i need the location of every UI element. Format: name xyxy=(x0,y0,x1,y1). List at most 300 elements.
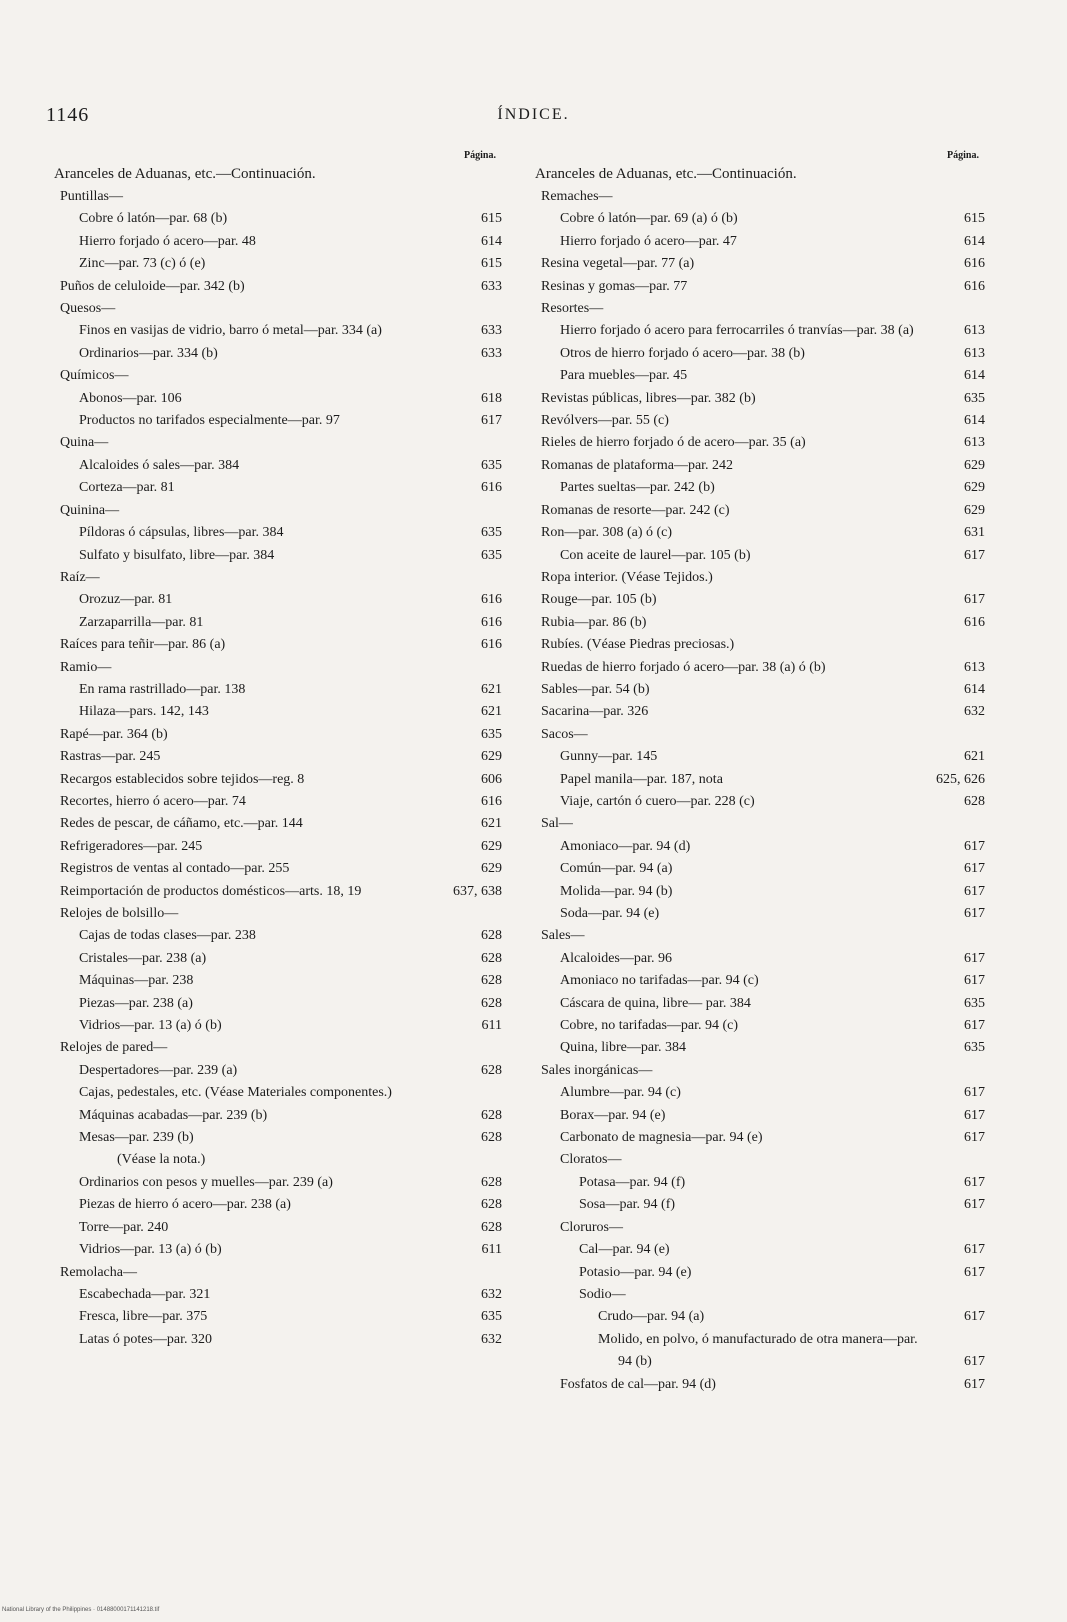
entry-page-number: 621 xyxy=(980,746,985,768)
index-entry xyxy=(54,298,502,320)
index-entry xyxy=(54,612,502,634)
entry-page-number: 615 xyxy=(497,253,502,275)
entry-term: Ruedas de hierro forjado ó acero—par. 38 (a) ó (b) xyxy=(541,659,826,675)
entry-page-number: 629 xyxy=(497,746,502,768)
entry-page-number: 629 xyxy=(980,477,985,499)
entry-term: Con aceite de laurel—par. 105 (b) xyxy=(560,547,751,563)
index-entry xyxy=(54,1037,502,1059)
entry-term: Soda—par. 94 (e) xyxy=(560,906,660,921)
index-entry xyxy=(54,1306,502,1328)
index-entry xyxy=(54,657,502,679)
entry-term: Común—par. 94 (a) xyxy=(560,861,673,877)
entry-term: Vidrios—par. 13 (a) ó (b) xyxy=(79,1018,222,1034)
entry-term: Remaches— xyxy=(541,189,613,204)
index-entry xyxy=(54,500,502,522)
entry-term: Rastras—par. 245 xyxy=(60,749,161,765)
entry-page-number: 629 xyxy=(980,500,985,522)
index-entry xyxy=(535,231,985,253)
entry-page-number: 625, 626 xyxy=(952,769,985,791)
entry-term: Crudo—par. 94 (a) xyxy=(598,1309,705,1325)
entry-page-number: 629 xyxy=(497,858,502,880)
index-entry xyxy=(535,1060,985,1082)
entry-page-number: 617 xyxy=(980,1351,985,1373)
entry-page-number: 628 xyxy=(980,791,985,813)
index-entry xyxy=(54,343,502,365)
index-entry xyxy=(54,231,502,253)
index-entry xyxy=(535,1015,985,1037)
index-entry xyxy=(54,724,502,746)
entry-page-number: 617 xyxy=(980,970,985,992)
index-entry xyxy=(535,657,985,679)
entry-page-number: 617 xyxy=(980,1015,985,1037)
entry-term: Cal—par. 94 (e) xyxy=(579,1242,670,1258)
entry-term: Cobre, no tarifadas—par. 94 (c) xyxy=(560,1018,739,1034)
index-entry xyxy=(54,1015,502,1037)
entry-term: Puños de celuloide—par. 342 (b) xyxy=(60,278,245,294)
entry-page-number: 617 xyxy=(980,858,985,880)
entry-term: Hierro forjado ó acero—par. 48 xyxy=(79,233,256,249)
entry-term: Abonos—par. 106 xyxy=(79,390,182,406)
entry-term: Rapé—par. 364 (b) xyxy=(60,726,168,742)
entry-term: Cáscara de quina, libre— par. 384 xyxy=(560,995,751,1011)
index-entry xyxy=(535,545,985,567)
entry-term: Remolacha— xyxy=(60,1264,137,1280)
entry-page-number: 621 xyxy=(497,813,502,835)
entry-term: Ordinarios con pesos y muelles—par. 239 (a) xyxy=(79,1174,333,1190)
entry-page-number: 618 xyxy=(497,388,502,410)
entry-term: Sales— xyxy=(541,928,585,944)
entry-term: Resina vegetal—par. 77 (a) xyxy=(541,256,695,272)
entry-term: Sulfato y bisulfato, libre—par. 384 xyxy=(79,547,275,563)
entry-page-number: 632 xyxy=(980,701,985,723)
entry-page-number: 629 xyxy=(980,455,985,477)
entry-term: Registros de ventas al contado—par. 255 xyxy=(60,861,290,877)
entry-term: Quina— xyxy=(60,435,109,451)
index-entry xyxy=(54,634,502,656)
index-entry xyxy=(535,724,985,746)
entry-page-number: 617 xyxy=(980,836,985,858)
entry-term: Reimportación de productos domésticos—arts. 18, 19 xyxy=(60,883,362,899)
index-entry xyxy=(535,948,985,970)
entry-page-number: 617 xyxy=(980,1194,985,1216)
entry-page-number: 617 xyxy=(980,1306,985,1328)
entry-page-number: 628 xyxy=(497,993,502,1015)
entry-page-number: 613 xyxy=(980,343,985,365)
entry-page-number: 617 xyxy=(980,1374,985,1396)
index-entry xyxy=(54,858,502,880)
entry-term: Alumbre—par. 94 (c) xyxy=(560,1085,681,1101)
index-entry xyxy=(54,589,502,611)
entry-page-number: 633 xyxy=(497,320,502,342)
entry-page-number: 632 xyxy=(497,1329,502,1351)
index-entry xyxy=(535,1329,985,1374)
entry-term: Resinas y gomas—par. 77 xyxy=(541,278,688,294)
entry-term: Despertadores—par. 239 (a) xyxy=(79,1062,238,1078)
entry-term: Torre—par. 240 xyxy=(79,1219,169,1235)
entry-term: Rubia—par. 86 (b) xyxy=(541,614,647,630)
entry-page-number: 615 xyxy=(497,208,502,230)
entry-term: Redes de pescar, de cáñamo, etc.—par. 144 xyxy=(60,816,303,832)
index-entry xyxy=(54,1127,502,1149)
index-entry xyxy=(535,1374,985,1396)
index-entry xyxy=(535,186,985,208)
index-entry xyxy=(535,993,985,1015)
entry-page-number: 632 xyxy=(497,1284,502,1306)
entry-page-number: 628 xyxy=(497,1105,502,1127)
index-entry xyxy=(54,993,502,1015)
entry-term: Rubíes. (Véase Piedras preciosas.) xyxy=(541,637,735,653)
index-entry xyxy=(535,1149,985,1171)
entry-term: Borax—par. 94 (e) xyxy=(560,1107,666,1123)
entry-term: Amoniaco—par. 94 (d) xyxy=(560,838,691,854)
index-entry xyxy=(535,477,985,499)
index-entry xyxy=(54,410,502,432)
index-entry xyxy=(535,813,985,835)
entry-term: Ramio— xyxy=(60,659,112,675)
index-entry xyxy=(54,455,502,477)
index-entry xyxy=(54,522,502,544)
index-entry xyxy=(535,791,985,813)
index-column-right xyxy=(535,150,985,1396)
entry-term: Revistas públicas, libres—par. 382 (b) xyxy=(541,390,756,406)
index-entry xyxy=(54,1262,502,1284)
entry-term: Alcaloides ó sales—par. 384 xyxy=(79,457,240,473)
entry-page-number: 635 xyxy=(980,388,985,410)
index-entry xyxy=(535,276,985,298)
index-entry xyxy=(54,1239,502,1261)
entry-term: Sosa—par. 94 (f) xyxy=(579,1197,676,1213)
index-entry xyxy=(535,925,985,947)
entry-term: Relojes de bolsillo— xyxy=(60,906,179,921)
index-entry xyxy=(54,1284,502,1306)
entry-term: Sacarina—par. 326 xyxy=(541,704,649,720)
entry-term: Máquinas—par. 238 xyxy=(79,973,194,989)
index-entry xyxy=(535,1037,985,1059)
entry-term: Sables—par. 54 (b) xyxy=(541,681,650,697)
entry-page-number: 606 xyxy=(497,769,502,791)
entry-term: Latas ó potes—par. 320 xyxy=(79,1331,212,1347)
index-entry xyxy=(535,970,985,992)
entry-page-number: 616 xyxy=(497,634,502,656)
index-entry xyxy=(54,1217,502,1239)
index-entry xyxy=(535,769,985,791)
entry-page-number: 637, 638 xyxy=(469,881,502,903)
index-entry xyxy=(535,903,985,925)
entry-page-number: 629 xyxy=(497,836,502,858)
page-title: ÍNDICE. xyxy=(497,106,570,123)
index-entry xyxy=(535,1262,985,1284)
entry-term: Máquinas acabadas—par. 239 (b) xyxy=(79,1107,268,1123)
entry-term: Hilaza—pars. 142, 143 xyxy=(79,704,209,720)
entry-term: Cristales—par. 238 (a) xyxy=(79,950,207,966)
entry-term: Ordinarios—par. 334 (b) xyxy=(79,345,218,361)
index-entry xyxy=(535,1217,985,1239)
index-entry xyxy=(54,903,502,925)
entry-page-number: 621 xyxy=(497,679,502,701)
entry-term: Ron—par. 308 (a) ó (c) xyxy=(541,525,673,541)
entry-page-number: 628 xyxy=(497,1172,502,1194)
entry-page-number: 617 xyxy=(980,1105,985,1127)
index-entry xyxy=(54,432,502,454)
index-entry xyxy=(535,365,985,387)
index-entry xyxy=(54,1060,502,1082)
entry-term: Sacos— xyxy=(541,726,588,742)
entry-page-number: 617 xyxy=(980,1239,985,1261)
entry-term: Mesas—par. 239 (b) xyxy=(79,1130,194,1146)
entry-page-number: 635 xyxy=(497,1306,502,1328)
entry-term: Orozuz—par. 81 xyxy=(79,592,173,608)
entry-term: Cobre ó latón—par. 68 (b) xyxy=(79,211,228,227)
entry-term: Recargos establecidos sobre tejidos—reg. 8 xyxy=(60,771,305,787)
entry-page-number: 611 xyxy=(498,1239,502,1261)
entry-term: Corteza—par. 81 xyxy=(79,480,175,496)
entry-page-number: 614 xyxy=(980,231,985,253)
entry-term: Fosfatos de cal—par. 94 (d) xyxy=(560,1376,716,1392)
entry-term: Potasa—par. 94 (f) xyxy=(579,1174,686,1190)
index-entry xyxy=(535,208,985,230)
index-entry xyxy=(535,701,985,723)
entry-term: Amoniaco no tarifadas—par. 94 (c) xyxy=(560,973,759,989)
index-entry xyxy=(54,791,502,813)
index-entry xyxy=(535,1105,985,1127)
index-entry xyxy=(54,1082,502,1104)
index-entry xyxy=(54,1194,502,1216)
index-entry xyxy=(535,589,985,611)
entry-page-number: 635 xyxy=(980,993,985,1015)
index-entry xyxy=(535,746,985,768)
entry-term: Resortes— xyxy=(541,301,604,317)
index-entry xyxy=(54,701,502,723)
index-entry xyxy=(54,769,502,791)
entry-term: Zarzaparrilla—par. 81 xyxy=(79,614,204,630)
entry-page-number: 614 xyxy=(980,365,985,387)
index-entry xyxy=(535,1239,985,1261)
entry-term: Productos no tarifados especialmente—par. 97 xyxy=(79,413,340,429)
entry-page-number: 635 xyxy=(497,545,502,567)
index-entry xyxy=(54,746,502,768)
index-entry xyxy=(535,881,985,903)
entry-term: Quinina— xyxy=(60,502,120,518)
entry-term: Cajas, pedestales, etc. (Véase Materiales componentes.) xyxy=(79,1085,392,1101)
entry-page-number: 613 xyxy=(980,657,985,679)
entry-term: Molida—par. 94 (b) xyxy=(560,883,673,899)
index-entry xyxy=(54,1149,502,1171)
entry-term: Piezas—par. 238 (a) xyxy=(79,995,193,1011)
entry-term: Cajas de todas clases—par. 238 xyxy=(79,928,256,944)
entry-page-number: 616 xyxy=(497,477,502,499)
entry-term: Alcaloides—par. 96 xyxy=(560,950,672,966)
index-entries xyxy=(535,186,985,1396)
index-entry xyxy=(535,388,985,410)
entry-term: Otros de hierro forjado ó acero—par. 38 (b) xyxy=(560,345,805,361)
entry-page-number: 611 xyxy=(498,1015,502,1037)
entry-page-number: 614 xyxy=(980,679,985,701)
index-entry xyxy=(535,410,985,432)
entry-page-number: 616 xyxy=(497,612,502,634)
entry-term: Sales inorgánicas— xyxy=(541,1062,653,1078)
entry-term: Romanas de plataforma—par. 242 xyxy=(541,457,734,473)
entry-term: Escabechada—par. 321 xyxy=(79,1286,211,1302)
index-entry xyxy=(54,365,502,387)
entry-page-number: 614 xyxy=(980,410,985,432)
entry-term: Piezas de hierro ó acero—par. 238 (a) xyxy=(79,1197,291,1213)
entry-term: Gunny—par. 145 xyxy=(560,749,658,765)
entry-term: Viaje, cartón ó cuero—par. 228 (c) xyxy=(560,793,755,809)
index-entry xyxy=(54,679,502,701)
index-entry xyxy=(54,1329,502,1351)
entry-page-number: 617 xyxy=(980,948,985,970)
entry-term: Papel manila—par. 187, nota xyxy=(560,771,723,787)
entry-page-number: 617 xyxy=(980,589,985,611)
pagina-label: Página. xyxy=(464,150,496,161)
entry-term: Quesos— xyxy=(60,301,116,317)
index-column-left xyxy=(54,150,502,1351)
index-entry xyxy=(535,634,985,656)
page-number: 1146 xyxy=(46,104,90,126)
entry-page-number: 633 xyxy=(497,276,502,298)
entry-page-number: 628 xyxy=(497,1060,502,1082)
entry-page-number: 617 xyxy=(980,1172,985,1194)
index-entry xyxy=(54,948,502,970)
entry-page-number: 617 xyxy=(497,410,502,432)
entry-term: Finos en vasijas de vidrio, barro ó metal—par. 334 (a) xyxy=(79,323,382,339)
index-entry xyxy=(535,1082,985,1104)
scan-footer: National Library of the Philippines · 01488000171141218.tif xyxy=(2,1607,160,1613)
entry-page-number: 617 xyxy=(980,881,985,903)
entry-page-number: 635 xyxy=(980,1037,985,1059)
entry-page-number: 628 xyxy=(497,1127,502,1149)
index-entry xyxy=(54,1105,502,1127)
entry-term: Sal— xyxy=(541,816,573,832)
index-entry xyxy=(54,813,502,835)
entry-term: Quina, libre—par. 384 xyxy=(560,1040,686,1056)
entry-term: Fresca, libre—par. 375 xyxy=(79,1309,208,1325)
entry-term: Partes sueltas—par. 242 (b) xyxy=(560,480,715,496)
entry-term: Ropa interior. (Véase Tejidos.) xyxy=(541,569,713,585)
entry-page-number: 635 xyxy=(497,724,502,746)
entry-page-number: 616 xyxy=(497,791,502,813)
entry-page-number: 635 xyxy=(497,455,502,477)
entry-term: Revólvers—par. 55 (c) xyxy=(541,413,669,429)
index-entry xyxy=(535,1127,985,1149)
index-entry xyxy=(535,1284,985,1306)
index-entry xyxy=(535,679,985,701)
entry-term: Cloratos— xyxy=(560,1152,622,1168)
entry-term: Cobre ó latón—par. 69 (a) ó (b) xyxy=(560,211,738,227)
index-entry xyxy=(54,186,502,208)
entry-term: Píldoras ó cápsulas, libres—par. 384 xyxy=(79,525,284,541)
entry-term: Recortes, hierro ó acero—par. 74 xyxy=(60,793,246,809)
entry-page-number: 613 xyxy=(980,432,985,454)
index-entry xyxy=(535,522,985,544)
entry-term: Hierro forjado ó acero para ferrocarriles ó tranvías—par. 38 (a) xyxy=(560,323,914,339)
index-entry xyxy=(535,298,985,320)
entry-term: Romanas de resorte—par. 242 (c) xyxy=(541,502,730,518)
entry-term: (Véase la nota.) xyxy=(117,1152,206,1168)
entry-page-number: 617 xyxy=(980,1127,985,1149)
index-entry xyxy=(535,1172,985,1194)
entry-page-number: 617 xyxy=(980,545,985,567)
entry-term: Refrigeradores—par. 245 xyxy=(60,838,203,854)
index-entry xyxy=(535,320,985,342)
index-entry xyxy=(54,881,502,903)
entry-term: Cloruros— xyxy=(560,1219,623,1235)
index-entry xyxy=(535,455,985,477)
index-entry xyxy=(54,253,502,275)
pagina-label: Página. xyxy=(947,150,979,161)
index-entry xyxy=(535,253,985,275)
index-entry xyxy=(54,1172,502,1194)
index-entry xyxy=(535,612,985,634)
entry-term: Raíces para teñir—par. 86 (a) xyxy=(60,637,226,653)
index-entry xyxy=(535,858,985,880)
entry-page-number: 617 xyxy=(980,1262,985,1284)
entry-term: Para muebles—par. 45 xyxy=(560,368,688,384)
entry-page-number: 617 xyxy=(980,1082,985,1104)
entry-term: Vidrios—par. 13 (a) ó (b) xyxy=(79,1242,222,1258)
index-entry xyxy=(54,836,502,858)
entry-page-number: 635 xyxy=(497,522,502,544)
entry-page-number: 617 xyxy=(980,903,985,925)
entry-term: Hierro forjado ó acero—par. 47 xyxy=(560,233,737,249)
index-entry xyxy=(535,343,985,365)
continuation-header: Aranceles de Aduanas, etc.—Continuación. xyxy=(535,166,797,182)
entry-term: Rouge—par. 105 (b) xyxy=(541,592,657,608)
entry-page-number: 633 xyxy=(497,343,502,365)
index-entry xyxy=(54,477,502,499)
entry-term: Relojes de pared— xyxy=(60,1040,168,1056)
index-entry xyxy=(54,388,502,410)
index-entries xyxy=(54,186,502,1351)
entry-page-number: 616 xyxy=(497,589,502,611)
index-entry xyxy=(535,567,985,589)
index-entry xyxy=(54,970,502,992)
entry-term: Sodio— xyxy=(579,1286,626,1302)
index-entry xyxy=(54,567,502,589)
entry-term: Potasio—par. 94 (e) xyxy=(579,1264,692,1280)
index-entry xyxy=(54,276,502,298)
entry-page-number: 616 xyxy=(980,276,985,298)
entry-page-number: 614 xyxy=(497,231,502,253)
index-entry xyxy=(535,1194,985,1216)
entry-term: Puntillas— xyxy=(60,189,124,204)
index-entry xyxy=(54,320,502,342)
entry-page-number: 631 xyxy=(980,522,985,544)
entry-page-number: 628 xyxy=(497,925,502,947)
entry-page-number: 628 xyxy=(497,970,502,992)
entry-page-number: 616 xyxy=(980,253,985,275)
entry-page-number: 628 xyxy=(497,1217,502,1239)
index-entry xyxy=(535,432,985,454)
entry-page-number: 616 xyxy=(980,612,985,634)
entry-page-number: 615 xyxy=(980,208,985,230)
index-entry xyxy=(535,1306,985,1328)
index-entry xyxy=(54,545,502,567)
index-entry xyxy=(54,925,502,947)
entry-page-number: 628 xyxy=(497,948,502,970)
index-entry xyxy=(535,836,985,858)
entry-term: Químicos— xyxy=(60,368,129,384)
entry-page-number: 621 xyxy=(497,701,502,723)
entry-term: Raíz— xyxy=(60,569,100,585)
entry-term: Molido, en polvo, ó manufacturado de otra manera—par. 94 (b) xyxy=(598,1331,918,1370)
entry-page-number: 628 xyxy=(497,1194,502,1216)
entry-term: En rama rastrillado—par. 138 xyxy=(79,681,246,697)
index-entry xyxy=(535,500,985,522)
entry-term: Carbonato de magnesia—par. 94 (e) xyxy=(560,1130,763,1146)
continuation-header: Aranceles de Aduanas, etc.—Continuación. xyxy=(54,166,316,182)
index-entry xyxy=(54,208,502,230)
